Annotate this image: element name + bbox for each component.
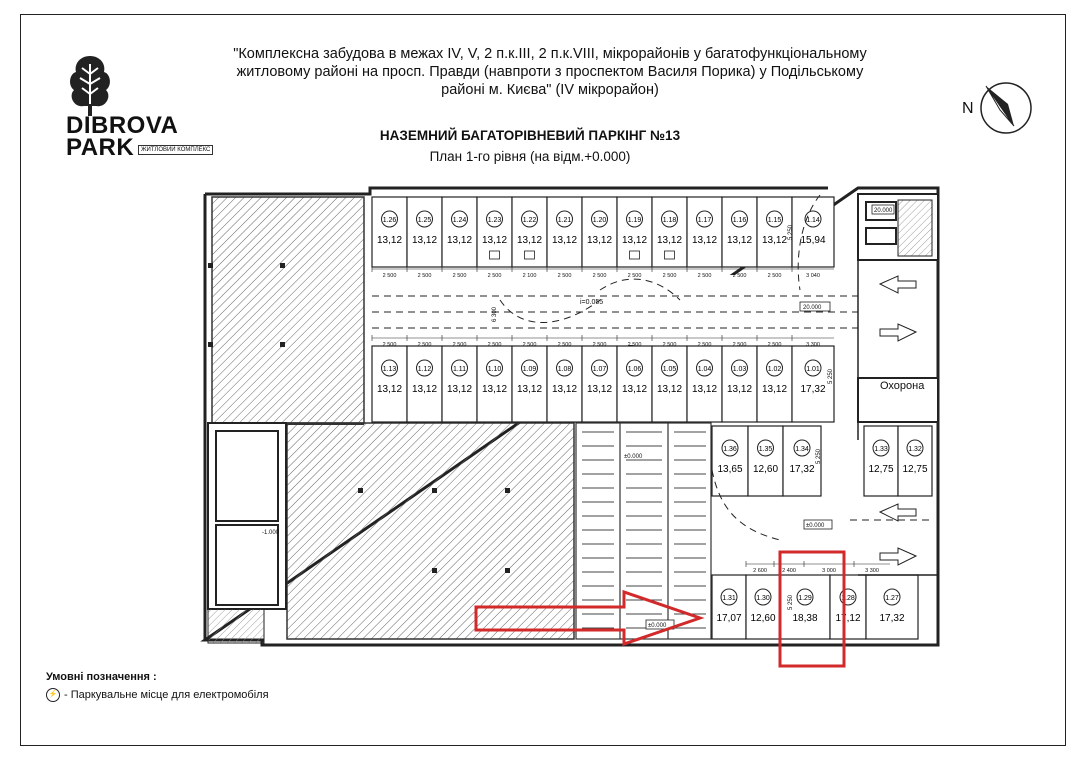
spot-number: 1.26 <box>382 217 397 224</box>
parking-spot-1.09[interactable] <box>512 346 547 422</box>
spot-number: 1.36 <box>723 446 737 453</box>
spot-area: 13,12 <box>691 384 718 395</box>
spot-area: 13,12 <box>446 384 473 395</box>
spot-area: 13,12 <box>726 235 753 246</box>
dimension-label: 2 500 <box>382 273 397 279</box>
spot-area: 12,75 <box>902 464 928 475</box>
project-title-line-1: "Комплексна забудова в межах IV, V, 2 п.к.III, 2 п.к.VIII, мікрорайонів у багатофункціональному <box>233 46 867 62</box>
parking-spot-1.26[interactable] <box>372 197 407 267</box>
parking-spot-1.21[interactable] <box>547 197 582 267</box>
spot-number: 1.17 <box>697 217 712 224</box>
ev-charger-icon <box>665 251 675 259</box>
parking-spot-1.32[interactable] <box>898 426 932 496</box>
spot-number: 1.09 <box>522 366 537 373</box>
dimension-label: 2 500 <box>627 273 642 279</box>
ev-charger-icon <box>490 251 500 259</box>
spot-area: 13,12 <box>411 384 438 395</box>
dimension-label: 2 500 <box>767 342 782 348</box>
parking-spot-1.33[interactable] <box>864 426 898 496</box>
dimension-label: 2 500 <box>417 342 432 348</box>
spot-area: 17,12 <box>835 613 861 624</box>
spot-number: 1.04 <box>697 366 712 373</box>
dimension-label: 2 500 <box>592 342 607 348</box>
spot-area: 13,12 <box>516 235 543 246</box>
spot-area: 17,32 <box>789 464 815 475</box>
spot-area: 12,60 <box>752 464 779 475</box>
parking-spot-1.06[interactable] <box>617 346 652 422</box>
level-label-e: -1.000 <box>262 530 280 536</box>
dimension-label: 3 300 <box>865 568 879 574</box>
dimension-label: 2 500 <box>522 342 537 348</box>
spot-area: 13,65 <box>717 464 743 475</box>
plan-subtitle: План 1-го рівня (на відм.+0.000) <box>429 149 631 164</box>
spot-area: 13,12 <box>551 384 578 395</box>
spot-area: 13,12 <box>481 235 508 246</box>
plan-title: НАЗЕМНИЙ БАГАТОРІВНЕВИЙ ПАРКІНГ №13 <box>379 128 681 143</box>
parking-spot-1.24[interactable] <box>442 197 477 267</box>
spot-number: 1.01 <box>806 366 820 373</box>
legend-item <box>46 688 269 702</box>
hatched-area-west <box>212 197 364 423</box>
dimension-label: 2 500 <box>732 342 747 348</box>
parking-spot-1.17[interactable] <box>687 197 722 267</box>
ev-charger-icon <box>525 251 535 259</box>
dimension-label: 2 500 <box>697 342 712 348</box>
parking-spot-1.36[interactable] <box>712 426 748 496</box>
spot-area: 13,12 <box>726 384 753 395</box>
dim-vertical-4: 5 250 <box>788 594 794 610</box>
spot-number: 1.12 <box>417 366 432 373</box>
spot-area: 17,32 <box>879 613 905 624</box>
spot-number: 1.27 <box>885 595 899 602</box>
dimension-label: 2 500 <box>487 273 502 279</box>
dimension-label: 2 100 <box>522 273 537 279</box>
spot-area: 13,12 <box>376 384 403 395</box>
ev-charger-icon <box>630 251 640 259</box>
legend-title: Умовні позначення : <box>46 671 157 683</box>
parking-spot-1.22[interactable] <box>512 197 547 267</box>
spot-number: 1.08 <box>557 366 572 373</box>
spot-number: 1.13 <box>382 366 397 373</box>
spot-number: 1.29 <box>798 595 812 602</box>
level-label-b: 20.000 <box>874 208 893 214</box>
ev-charger-icon: ⚡ <box>46 688 60 702</box>
spot-area: 13,12 <box>761 235 788 246</box>
spot-number: 1.25 <box>417 217 432 224</box>
spot-number: 1.21 <box>557 217 572 224</box>
spot-area: 18,38 <box>792 613 818 624</box>
logo-subtitle: ЖИТЛОВИЙ КОМПЛЕКС <box>138 145 213 155</box>
parking-spot-1.07[interactable] <box>582 346 617 422</box>
dimension-label: 3 300 <box>806 342 820 348</box>
spot-number: 1.11 <box>452 366 467 373</box>
spot-number: 1.02 <box>767 366 782 373</box>
logo-word-park: PARK <box>66 134 135 161</box>
spot-number: 1.35 <box>758 446 773 453</box>
spot-area: 13,12 <box>656 384 683 395</box>
project-title-line-2: житловому районі на просп. Правди (навпроти з проспектом Василя Порика) у Подільському <box>236 64 864 80</box>
dimension-label: 3 000 <box>822 568 836 574</box>
slope-label: i=0.055 <box>580 299 604 306</box>
legend-item-label: - Паркувальне місце для електромобіля <box>64 689 269 701</box>
spot-number: 1.03 <box>732 366 747 373</box>
parking-spot-1.13[interactable] <box>372 346 407 422</box>
spot-area: 17,07 <box>716 613 742 624</box>
dimension-label: 2 500 <box>662 342 677 348</box>
dimension-label: 2 500 <box>557 342 572 348</box>
parking-spot-1.35[interactable] <box>748 426 783 496</box>
parking-spot-1.28[interactable] <box>830 575 866 639</box>
parking-row-top <box>372 197 834 267</box>
dimension-label: 2 500 <box>662 273 677 279</box>
spot-area: 13,12 <box>586 384 613 395</box>
parking-spot-1.02[interactable] <box>757 346 792 422</box>
dim-vertical-5: 5 250 <box>788 224 794 240</box>
parking-spot-1.04[interactable] <box>687 346 722 422</box>
parking-row-right <box>864 426 932 496</box>
security-room-label: Охорона <box>880 380 925 392</box>
parking-spot-1.10[interactable] <box>477 346 512 422</box>
parking-spot-1.15[interactable] <box>757 197 792 267</box>
spot-area: 17,32 <box>800 384 826 395</box>
spot-number: 1.05 <box>662 366 677 373</box>
level-label-d: ±0.000 <box>648 623 667 629</box>
spot-area: 15,94 <box>800 235 826 246</box>
spot-number: 1.31 <box>722 595 736 602</box>
spot-number: 1.34 <box>795 446 809 453</box>
spot-number: 1.28 <box>841 595 855 602</box>
dimension-label: 2 500 <box>452 273 467 279</box>
parking-spot-1.05[interactable] <box>652 346 687 422</box>
dimension-label: 2 400 <box>782 568 796 574</box>
spot-number: 1.16 <box>732 217 747 224</box>
parking-spot-1.12[interactable] <box>407 346 442 422</box>
parking-spot-1.30[interactable] <box>746 575 780 639</box>
parking-spot-1.25[interactable] <box>407 197 442 267</box>
west-stair-block <box>208 423 286 609</box>
logo-word-dibrova: DIBROVA <box>66 112 179 139</box>
dimension-label: 2 500 <box>452 342 467 348</box>
dimensions-bottom <box>746 561 890 574</box>
parking-spot-1.31[interactable] <box>712 575 746 639</box>
parking-spot-1.11[interactable] <box>442 346 477 422</box>
spot-number: 1.14 <box>806 217 820 224</box>
dimension-label: 2 600 <box>753 568 767 574</box>
project-title-line-3: районі м. Києва" (IV мікрорайон) <box>441 82 659 98</box>
dimension-label: 2 500 <box>417 273 432 279</box>
spot-area: 13,12 <box>481 384 508 395</box>
spot-number: 1.30 <box>756 595 770 602</box>
spot-area: 13,12 <box>621 235 648 246</box>
spot-area: 12,60 <box>750 613 776 624</box>
parking-spot-1.19[interactable] <box>617 197 652 267</box>
dimension-label: 2 500 <box>697 273 712 279</box>
spot-area: 13,12 <box>586 235 613 246</box>
parking-spot-1.18[interactable] <box>652 197 687 267</box>
dimension-label: 3 040 <box>806 273 820 279</box>
parking-spot-1.27[interactable] <box>866 575 918 639</box>
spot-area: 13,12 <box>691 235 718 246</box>
spot-number: 1.15 <box>767 217 782 224</box>
dimension-label: 2 500 <box>557 273 572 279</box>
spot-number: 1.10 <box>487 366 502 373</box>
dimension-label: 2 500 <box>382 342 397 348</box>
spot-area: 12,75 <box>868 464 894 475</box>
parking-spot-1.03[interactable] <box>722 346 757 422</box>
spot-area: 13,12 <box>621 384 648 395</box>
spot-number: 1.23 <box>487 217 502 224</box>
parking-row-mid <box>372 346 834 422</box>
spot-number: 1.19 <box>627 217 642 224</box>
spot-number: 1.07 <box>592 366 607 373</box>
parking-row-bottom <box>712 575 918 639</box>
dim-vertical-2: 5 250 <box>828 368 834 384</box>
dimension-label: 2 500 <box>487 342 502 348</box>
level-label-a: 20.000 <box>803 305 822 311</box>
spot-area: 13,12 <box>516 384 543 395</box>
spot-number: 1.20 <box>592 217 607 224</box>
level-label-c: ±0.000 <box>806 523 825 529</box>
spot-number: 1.22 <box>522 217 537 224</box>
dimension-label: 2 500 <box>592 273 607 279</box>
spot-area: 13,12 <box>761 384 788 395</box>
parking-spot-1.16[interactable] <box>722 197 757 267</box>
parking-spot-1.08[interactable] <box>547 346 582 422</box>
dim-vertical-3: 5 250 <box>816 448 822 464</box>
spot-number: 1.06 <box>627 366 642 373</box>
spot-area: 13,12 <box>656 235 683 246</box>
spot-number: 1.33 <box>874 446 888 453</box>
hatched-area-strip <box>287 423 364 425</box>
spot-area: 13,12 <box>411 235 438 246</box>
spot-area: 13,12 <box>376 235 403 246</box>
level-label-f: ±0.000 <box>624 454 643 460</box>
dimension-label: 2 500 <box>627 342 642 348</box>
parking-row-center <box>712 426 821 496</box>
parking-spot-1.23[interactable] <box>477 197 512 267</box>
north-label: N <box>962 100 974 117</box>
dim-vertical-1: 6 300 <box>492 306 498 322</box>
spot-number: 1.24 <box>452 217 467 224</box>
dimension-label: 2 500 <box>767 273 782 279</box>
spot-number: 1.32 <box>908 446 922 453</box>
dimension-label: 2 500 <box>732 273 747 279</box>
spot-area: 13,12 <box>446 235 473 246</box>
spot-number: 1.18 <box>662 217 677 224</box>
parking-spot-1.20[interactable] <box>582 197 617 267</box>
spot-area: 13,12 <box>551 235 578 246</box>
